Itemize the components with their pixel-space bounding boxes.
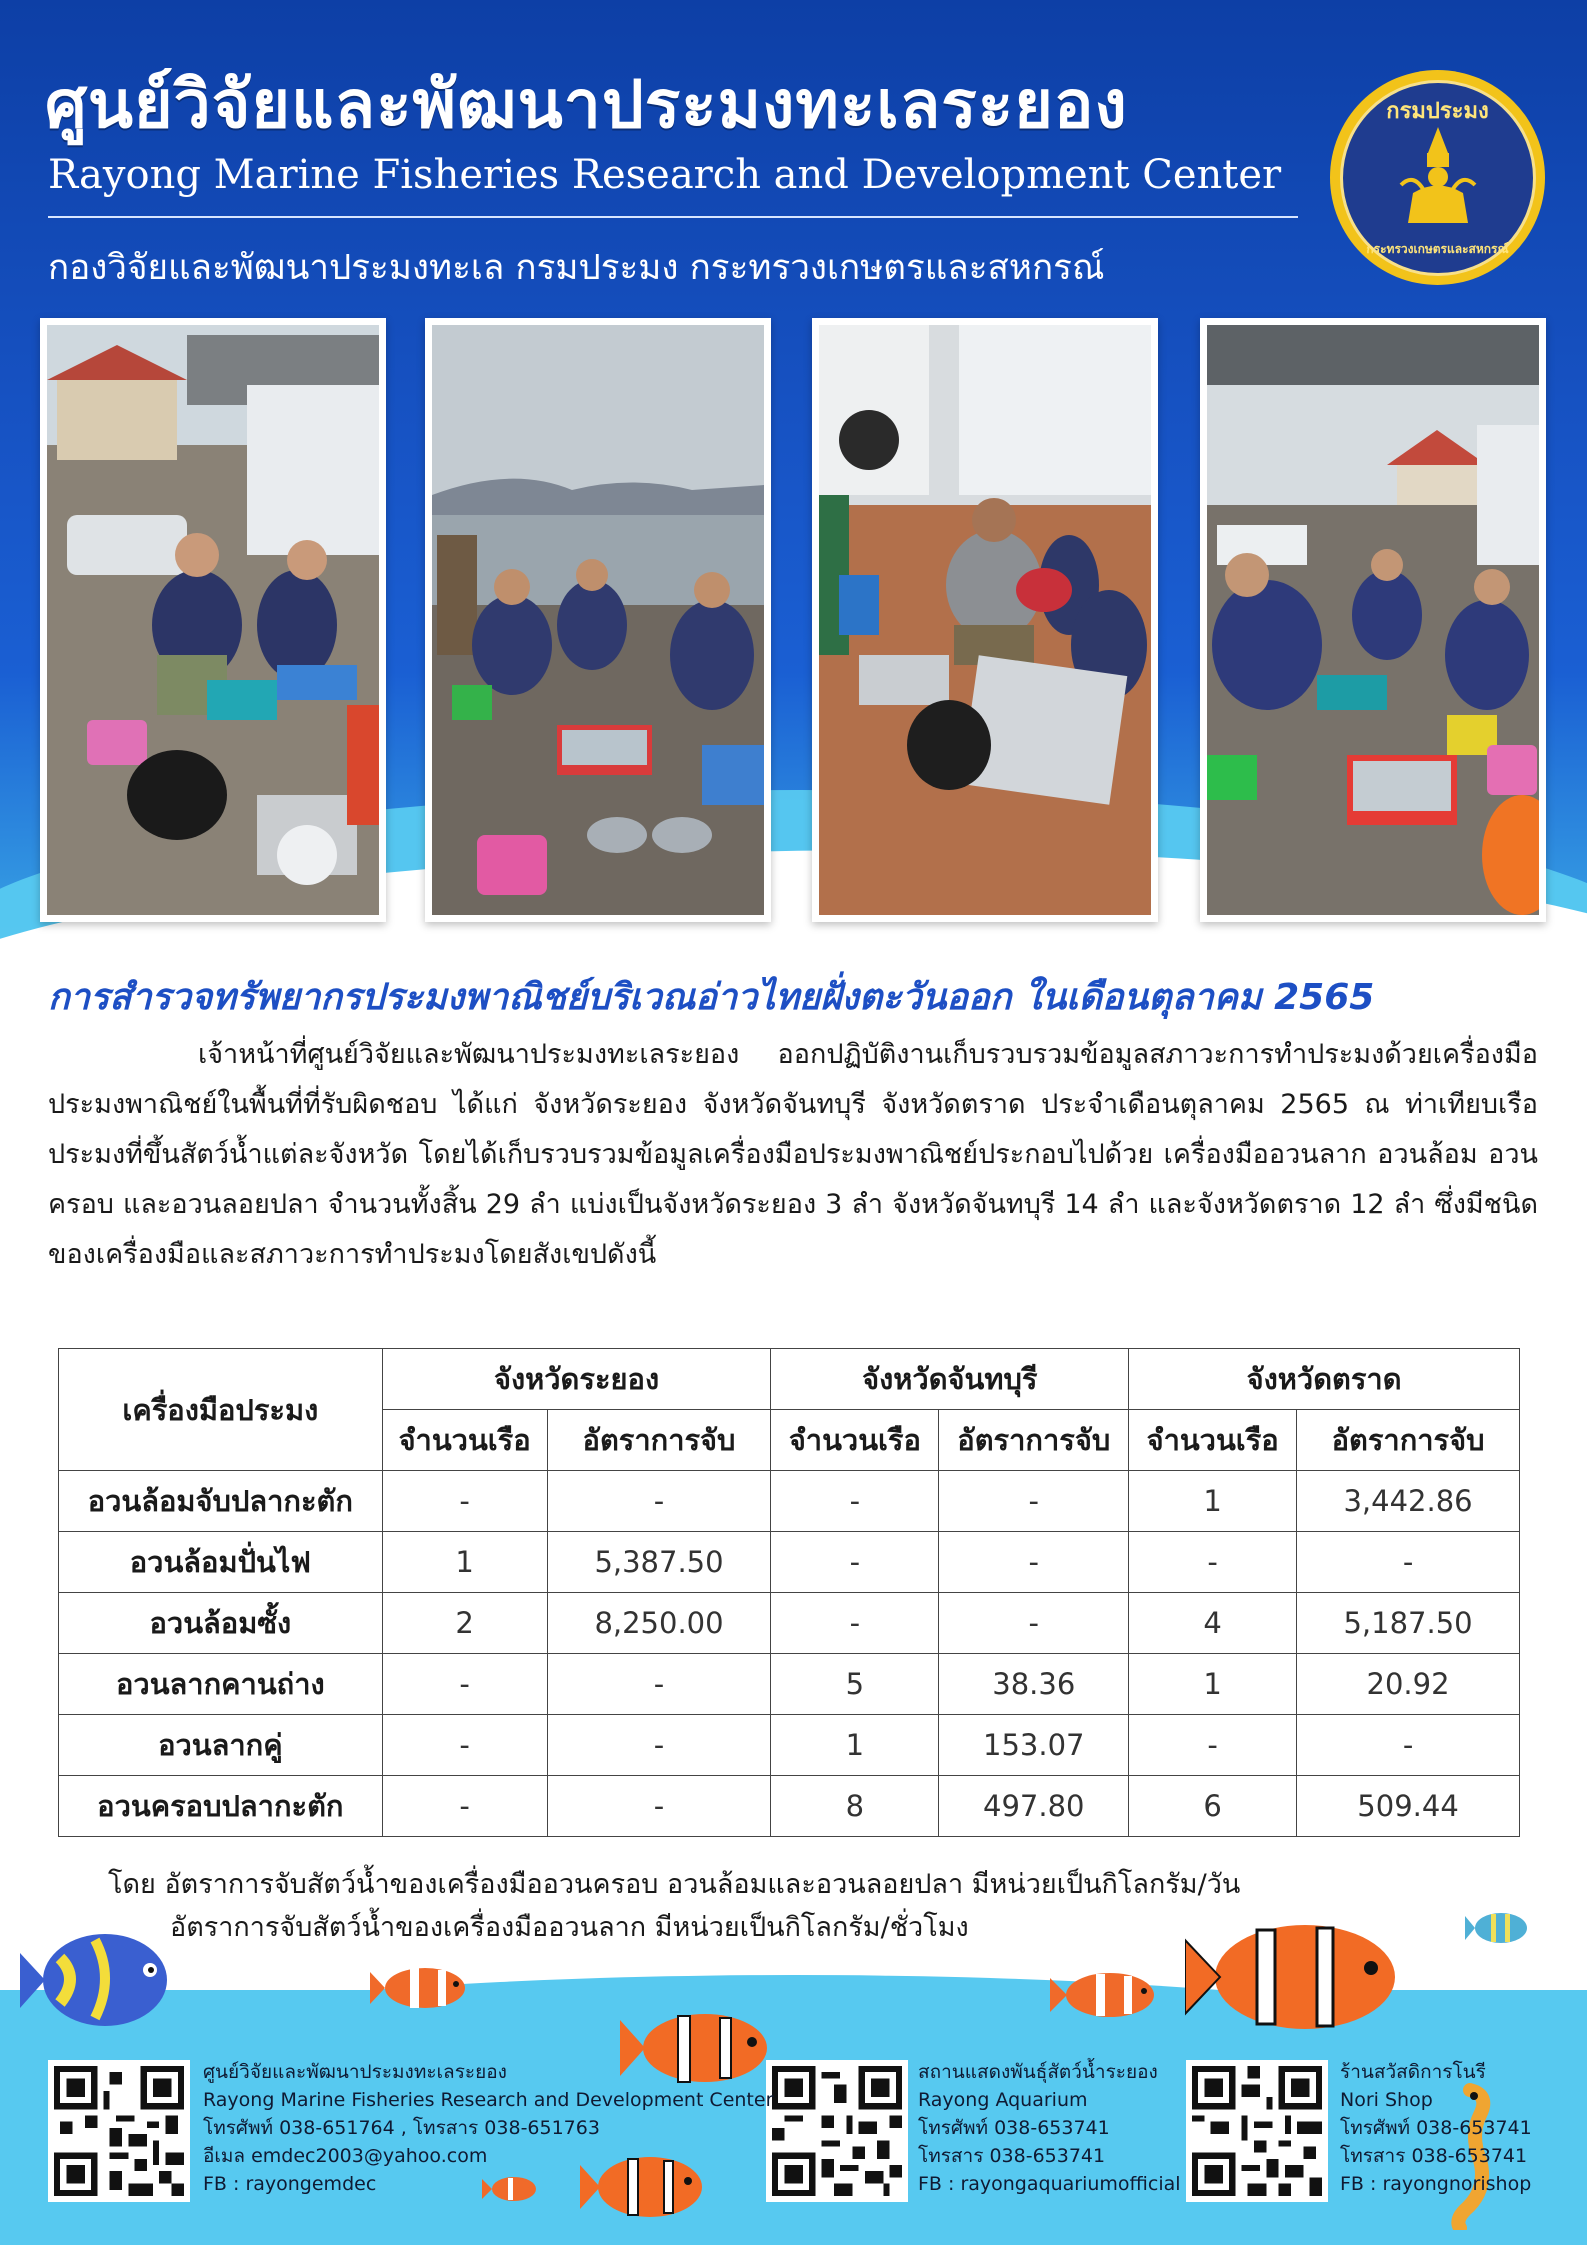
seal-top-text: กรมประมง — [1386, 98, 1489, 124]
contact-name-en: Rayong Marine Fisheries Research and Development Center — [203, 2089, 774, 2111]
table-cell: 5,187.50 — [1297, 1593, 1520, 1654]
article-body — [48, 1030, 1538, 1280]
contact-phone: โทรศัพท์ 038-653741 — [1340, 2117, 1532, 2139]
table-cell: - — [547, 1654, 771, 1715]
table-cell: 4 — [1129, 1593, 1297, 1654]
table-cell: 3,442.86 — [1297, 1471, 1520, 1532]
table-cell-gear: อวนครอบปลากะตัก — [59, 1776, 383, 1837]
clownfish-large-icon — [1185, 1912, 1425, 2042]
blue-fish-icon — [20, 1918, 190, 2038]
table-header-gear: เครื่องมือประมง — [59, 1349, 383, 1471]
table-subheader-rate: อัตราการจับ — [1297, 1410, 1520, 1471]
contact-name-th: สถานแสดงพันธุ์สัตว์น้ำระยอง — [918, 2061, 1158, 2083]
table-cell-gear: อวนลากคานถ่าง — [59, 1654, 383, 1715]
catch-rate-table — [58, 1348, 1520, 1837]
table-cell-gear: อวนลากคู่ — [59, 1715, 383, 1776]
table-cell: 2 — [382, 1593, 547, 1654]
table-row — [59, 1532, 1520, 1593]
table-cell-gear: อวนล้อมปั่นไฟ — [59, 1532, 383, 1593]
table-subheader-boats: จำนวนเรือ — [771, 1410, 939, 1471]
survey-photo-2 — [425, 318, 771, 922]
table-row — [59, 1654, 1520, 1715]
table-subheader-boats: จำนวนเรือ — [1129, 1410, 1297, 1471]
survey-photo-1 — [40, 318, 386, 922]
striped-fish-icon — [1465, 1908, 1535, 1948]
title-divider — [48, 216, 1298, 218]
table-subheader-rate: อัตราการจับ — [939, 1410, 1129, 1471]
table-cell: - — [547, 1471, 771, 1532]
table-cell: - — [382, 1715, 547, 1776]
table-cell: - — [382, 1654, 547, 1715]
qr-code-nori-shop — [1186, 2060, 1328, 2202]
table-cell: - — [547, 1715, 771, 1776]
table-subheader-rate: อัตราการจับ — [547, 1410, 771, 1471]
qr-code-center — [48, 2060, 190, 2202]
table-cell: 8,250.00 — [547, 1593, 771, 1654]
page-title-thai: ศูนย์วิจัยและพัฒนาประมงทะเลระยอง — [45, 66, 1128, 143]
deity-emblem-icon — [1393, 123, 1483, 233]
table-cell: 509.44 — [1297, 1776, 1520, 1837]
seal-bottom-text: กระทรวงเกษตรและสหกรณ์ — [1366, 241, 1509, 256]
table-cell: 6 — [1129, 1776, 1297, 1837]
table-cell: - — [771, 1532, 939, 1593]
table-row — [59, 1471, 1520, 1532]
unit-note-2: อัตราการจับสัตว์น้ำของเครื่องมืออวนลาก มีหน่วยเป็นกิโลกรัม/ชั่วโมง — [170, 1912, 969, 1943]
contact-phone: โทรศัพท์ 038-651764 , โทรสาร 038-651763 — [203, 2117, 600, 2139]
table-header-chanthaburi: จังหวัดจันทบุรี — [771, 1349, 1129, 1410]
contact-name-th: ศูนย์วิจัยและพัฒนาประมงทะเลระยอง — [203, 2061, 507, 2083]
table-cell: - — [1129, 1715, 1297, 1776]
contact-research-center — [203, 2058, 773, 2198]
clownfish-small-icon — [1050, 1965, 1170, 2025]
contact-facebook: FB : rayongemdec — [203, 2173, 377, 2195]
table-cell: - — [1297, 1715, 1520, 1776]
table-subheader-boats: จำนวนเรือ — [382, 1410, 547, 1471]
contact-email: อีเมล emdec2003@yahoo.com — [203, 2145, 488, 2167]
table-cell: - — [547, 1776, 771, 1837]
contact-name-en: Rayong Aquarium — [918, 2089, 1088, 2111]
table-cell: 153.07 — [939, 1715, 1129, 1776]
page-subtitle: กองวิจัยและพัฒนาประมงทะเล กรมประมง กระทรวงเกษตรและสหกรณ์ — [48, 248, 1105, 288]
contact-nori-shop — [1340, 2058, 1532, 2198]
table-cell: - — [382, 1776, 547, 1837]
table-cell: 1 — [1129, 1654, 1297, 1715]
table-cell-gear: อวนล้อมจับปลากะตัก — [59, 1471, 383, 1532]
contact-facebook: FB : rayongnorishop — [1340, 2173, 1532, 2195]
contact-name-en: Nori Shop — [1340, 2089, 1433, 2111]
survey-photo-3 — [812, 318, 1158, 922]
table-cell: 1 — [382, 1532, 547, 1593]
table-cell: 8 — [771, 1776, 939, 1837]
table-row — [59, 1715, 1520, 1776]
survey-photo-4 — [1200, 318, 1546, 922]
contact-phone: โทรศัพท์ 038-653741 — [918, 2117, 1110, 2139]
contact-fax: โทรสาร 038-653741 — [918, 2145, 1106, 2167]
table-cell: 5 — [771, 1654, 939, 1715]
table-cell: 1 — [771, 1715, 939, 1776]
table-cell: - — [939, 1532, 1129, 1593]
clownfish-small-icon — [370, 1960, 480, 2015]
article-body-text: เจ้าหน้าที่ศูนย์วิจัยและพัฒนาประมงทะเลระยอง ออกปฏิบัติงานเก็บรวบรวมข้อมูลสภาวะการทำประมงด้วยเครื่องมือประมงพาณิชย์ในพื้นที่ที่รับผิดชอบ ได้แก่ จังหวัดระยอง จังหวัดจันทบุรี จังหวัดตราด ประจำเดือนตุลาคม 2565 ณ ท่าเทียบเรือประมงที่ขึ้นสัตว์น้ำแต่ละจังหวัด โดยได้เก็บรวบรวมข้อมูลเครื่องมือประมงพาณิชย์ประกอบไปด้วย เครื่องมืออวนลาก อวนล้อม อวนครอบ และอวนลอยปลา จำนวนทั้งสิ้น 29 ลำ แบ่งเป็นจังหวัดระยอง 3 ลำ จังหวัดจันทบุรี 14 ลำ และจังหวัดตราด 12 ลำ ซึ่งมีชนิดของเครื่องมือและสภาวะการทำประมงโดยสังเขปดังนี้ — [48, 1039, 1538, 1270]
contact-aquarium — [918, 2058, 1181, 2198]
contact-facebook: FB : rayongaquariumofficial — [918, 2173, 1181, 2195]
table-cell: - — [771, 1593, 939, 1654]
table-cell: - — [939, 1593, 1129, 1654]
contact-fax: โทรสาร 038-653741 — [1340, 2145, 1528, 2167]
table-row — [59, 1593, 1520, 1654]
table-cell: - — [1297, 1532, 1520, 1593]
contact-name-th: ร้านสวัสดิการโนรี — [1340, 2061, 1486, 2083]
page-title-english: Rayong Marine Fisheries Research and Development Center — [48, 152, 1282, 198]
table-cell: - — [1129, 1532, 1297, 1593]
table-cell: - — [382, 1471, 547, 1532]
unit-note-1: โดย อัตราการจับสัตว์น้ำของเครื่องมืออวนครอบ อวนล้อมและอวนลอยปลา มีหน่วยเป็นกิโลกรัม/วัน — [108, 1869, 1241, 1900]
table-cell: 20.92 — [1297, 1654, 1520, 1715]
table-cell: - — [771, 1471, 939, 1532]
table-cell: 38.36 — [939, 1654, 1129, 1715]
table-cell: - — [939, 1471, 1129, 1532]
table-cell: 1 — [1129, 1471, 1297, 1532]
table-cell: 497.80 — [939, 1776, 1129, 1837]
article-headline: การสำรวจทรัพยากรประมงพาณิชย์บริเวณอ่าวไทยฝั่งตะวันออก ในเดือนตุลาคม 2565 — [48, 977, 1375, 1018]
table-row — [59, 1776, 1520, 1837]
table-cell-gear: อวนล้อมซั้ง — [59, 1593, 383, 1654]
table-header-rayong: จังหวัดระยอง — [382, 1349, 771, 1410]
table-header-trat: จังหวัดตราด — [1129, 1349, 1520, 1410]
table-cell: 5,387.50 — [547, 1532, 771, 1593]
qr-code-aquarium — [766, 2060, 908, 2202]
department-seal-logo — [1330, 70, 1545, 285]
